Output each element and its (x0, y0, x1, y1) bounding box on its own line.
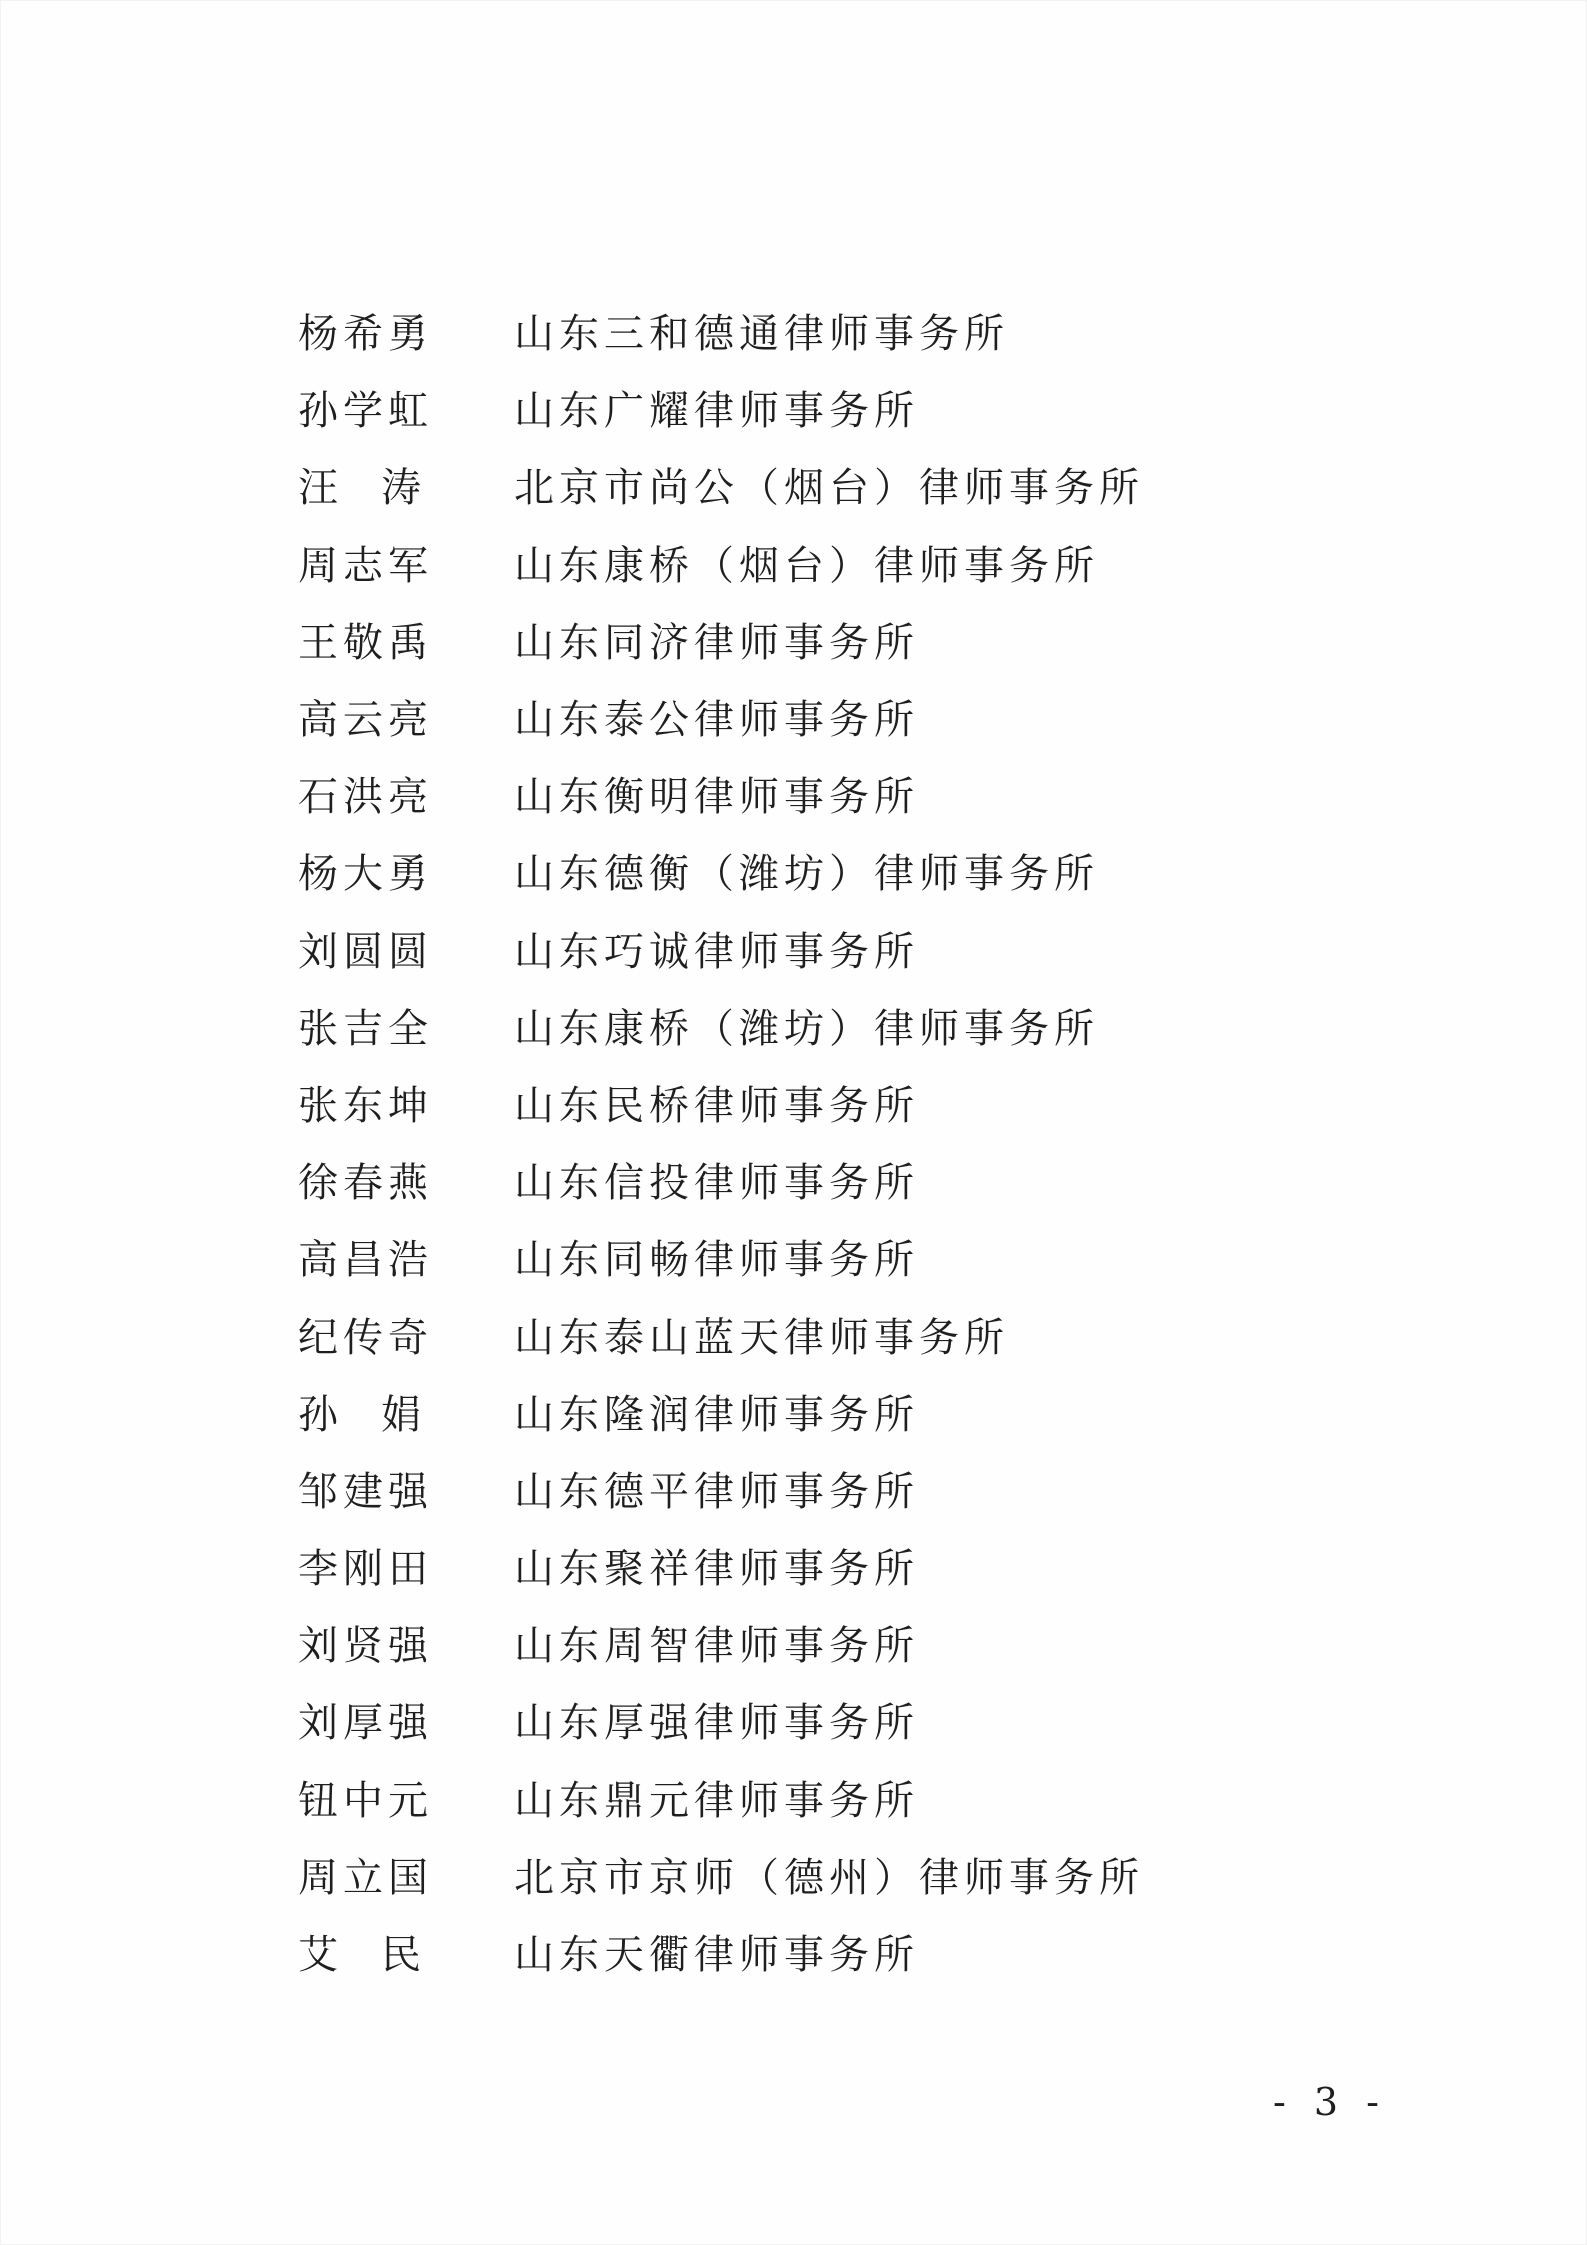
lawyer-name: 杨大勇 (298, 851, 433, 898)
lawyer-name: 李刚田 (298, 1546, 433, 1593)
lawyer-name: 刘圆圆 (298, 928, 433, 975)
lawyer-name: 高昌浩 (298, 1237, 433, 1284)
lawyer-name: 杨希勇 (298, 311, 433, 358)
law-firm-name: 山东广耀律师事务所 (514, 388, 919, 435)
law-firm-name: 山东鼎元律师事务所 (514, 1777, 919, 1824)
list-item (298, 1759, 1298, 1836)
list-item (298, 524, 1298, 601)
law-firm-name: 山东泰山蓝天律师事务所 (514, 1314, 1009, 1361)
law-firm-name: 山东周智律师事务所 (514, 1623, 919, 1670)
page-number: - 3 - (1272, 2080, 1387, 2124)
lawyer-name: 徐春燕 (298, 1160, 433, 1207)
law-firm-name: 山东康桥（潍坊）律师事务所 (514, 1005, 1099, 1052)
law-firm-name: 山东泰公律师事务所 (514, 697, 919, 744)
list-item (298, 292, 1298, 369)
list-item (298, 1913, 1298, 1990)
list-item (298, 1527, 1298, 1604)
lawyer-list (298, 292, 1298, 1990)
list-item (298, 1295, 1298, 1372)
list-item (298, 1681, 1298, 1758)
law-firm-name: 山东巧诚律师事务所 (514, 928, 919, 975)
lawyer-name: 石洪亮 (298, 774, 433, 821)
law-firm-name: 山东康桥（烟台）律师事务所 (514, 542, 1099, 589)
law-firm-name: 北京市京师（德州）律师事务所 (514, 1854, 1144, 1901)
law-firm-name: 北京市尚公（烟台）律师事务所 (514, 465, 1144, 512)
lawyer-name: 钮中元 (298, 1777, 433, 1824)
list-item (298, 1604, 1298, 1681)
lawyer-name: 艾 民 (298, 1932, 426, 1979)
lawyer-name: 邹建强 (298, 1468, 433, 1515)
lawyer-name: 刘厚强 (298, 1700, 433, 1747)
list-item (298, 1141, 1298, 1218)
lawyer-name: 高云亮 (298, 697, 433, 744)
list-item (298, 446, 1298, 523)
law-firm-name: 山东同畅律师事务所 (514, 1237, 919, 1284)
list-item (298, 987, 1298, 1064)
lawyer-name: 周立国 (298, 1854, 433, 1901)
law-firm-name: 山东聚祥律师事务所 (514, 1546, 919, 1593)
law-firm-name: 山东衡明律师事务所 (514, 774, 919, 821)
lawyer-name: 孙 娟 (298, 1391, 426, 1438)
list-item (298, 601, 1298, 678)
lawyer-name: 孙学虹 (298, 388, 433, 435)
list-item (298, 369, 1298, 446)
list-item (298, 1218, 1298, 1295)
law-firm-name: 山东天衢律师事务所 (514, 1932, 919, 1979)
law-firm-name: 山东隆润律师事务所 (514, 1391, 919, 1438)
law-firm-name: 山东德衡（潍坊）律师事务所 (514, 851, 1099, 898)
lawyer-name: 周志军 (298, 542, 433, 589)
law-firm-name: 山东民桥律师事务所 (514, 1082, 919, 1129)
lawyer-name: 纪传奇 (298, 1314, 433, 1361)
law-firm-name: 山东德平律师事务所 (514, 1468, 919, 1515)
lawyer-name: 王敬禹 (298, 619, 433, 666)
lawyer-name: 张东坤 (298, 1082, 433, 1129)
law-firm-name: 山东信投律师事务所 (514, 1160, 919, 1207)
lawyer-name: 张吉全 (298, 1005, 433, 1052)
lawyer-name: 汪 涛 (298, 465, 426, 512)
law-firm-name: 山东厚强律师事务所 (514, 1700, 919, 1747)
list-item (298, 755, 1298, 832)
list-item (298, 1064, 1298, 1141)
list-item (298, 1373, 1298, 1450)
lawyer-name: 刘贤强 (298, 1623, 433, 1670)
list-item (298, 678, 1298, 755)
list-item (298, 1450, 1298, 1527)
list-item (298, 1836, 1298, 1913)
law-firm-name: 山东同济律师事务所 (514, 619, 919, 666)
list-item (298, 832, 1298, 909)
law-firm-name: 山东三和德通律师事务所 (514, 311, 1009, 358)
list-item (298, 910, 1298, 987)
